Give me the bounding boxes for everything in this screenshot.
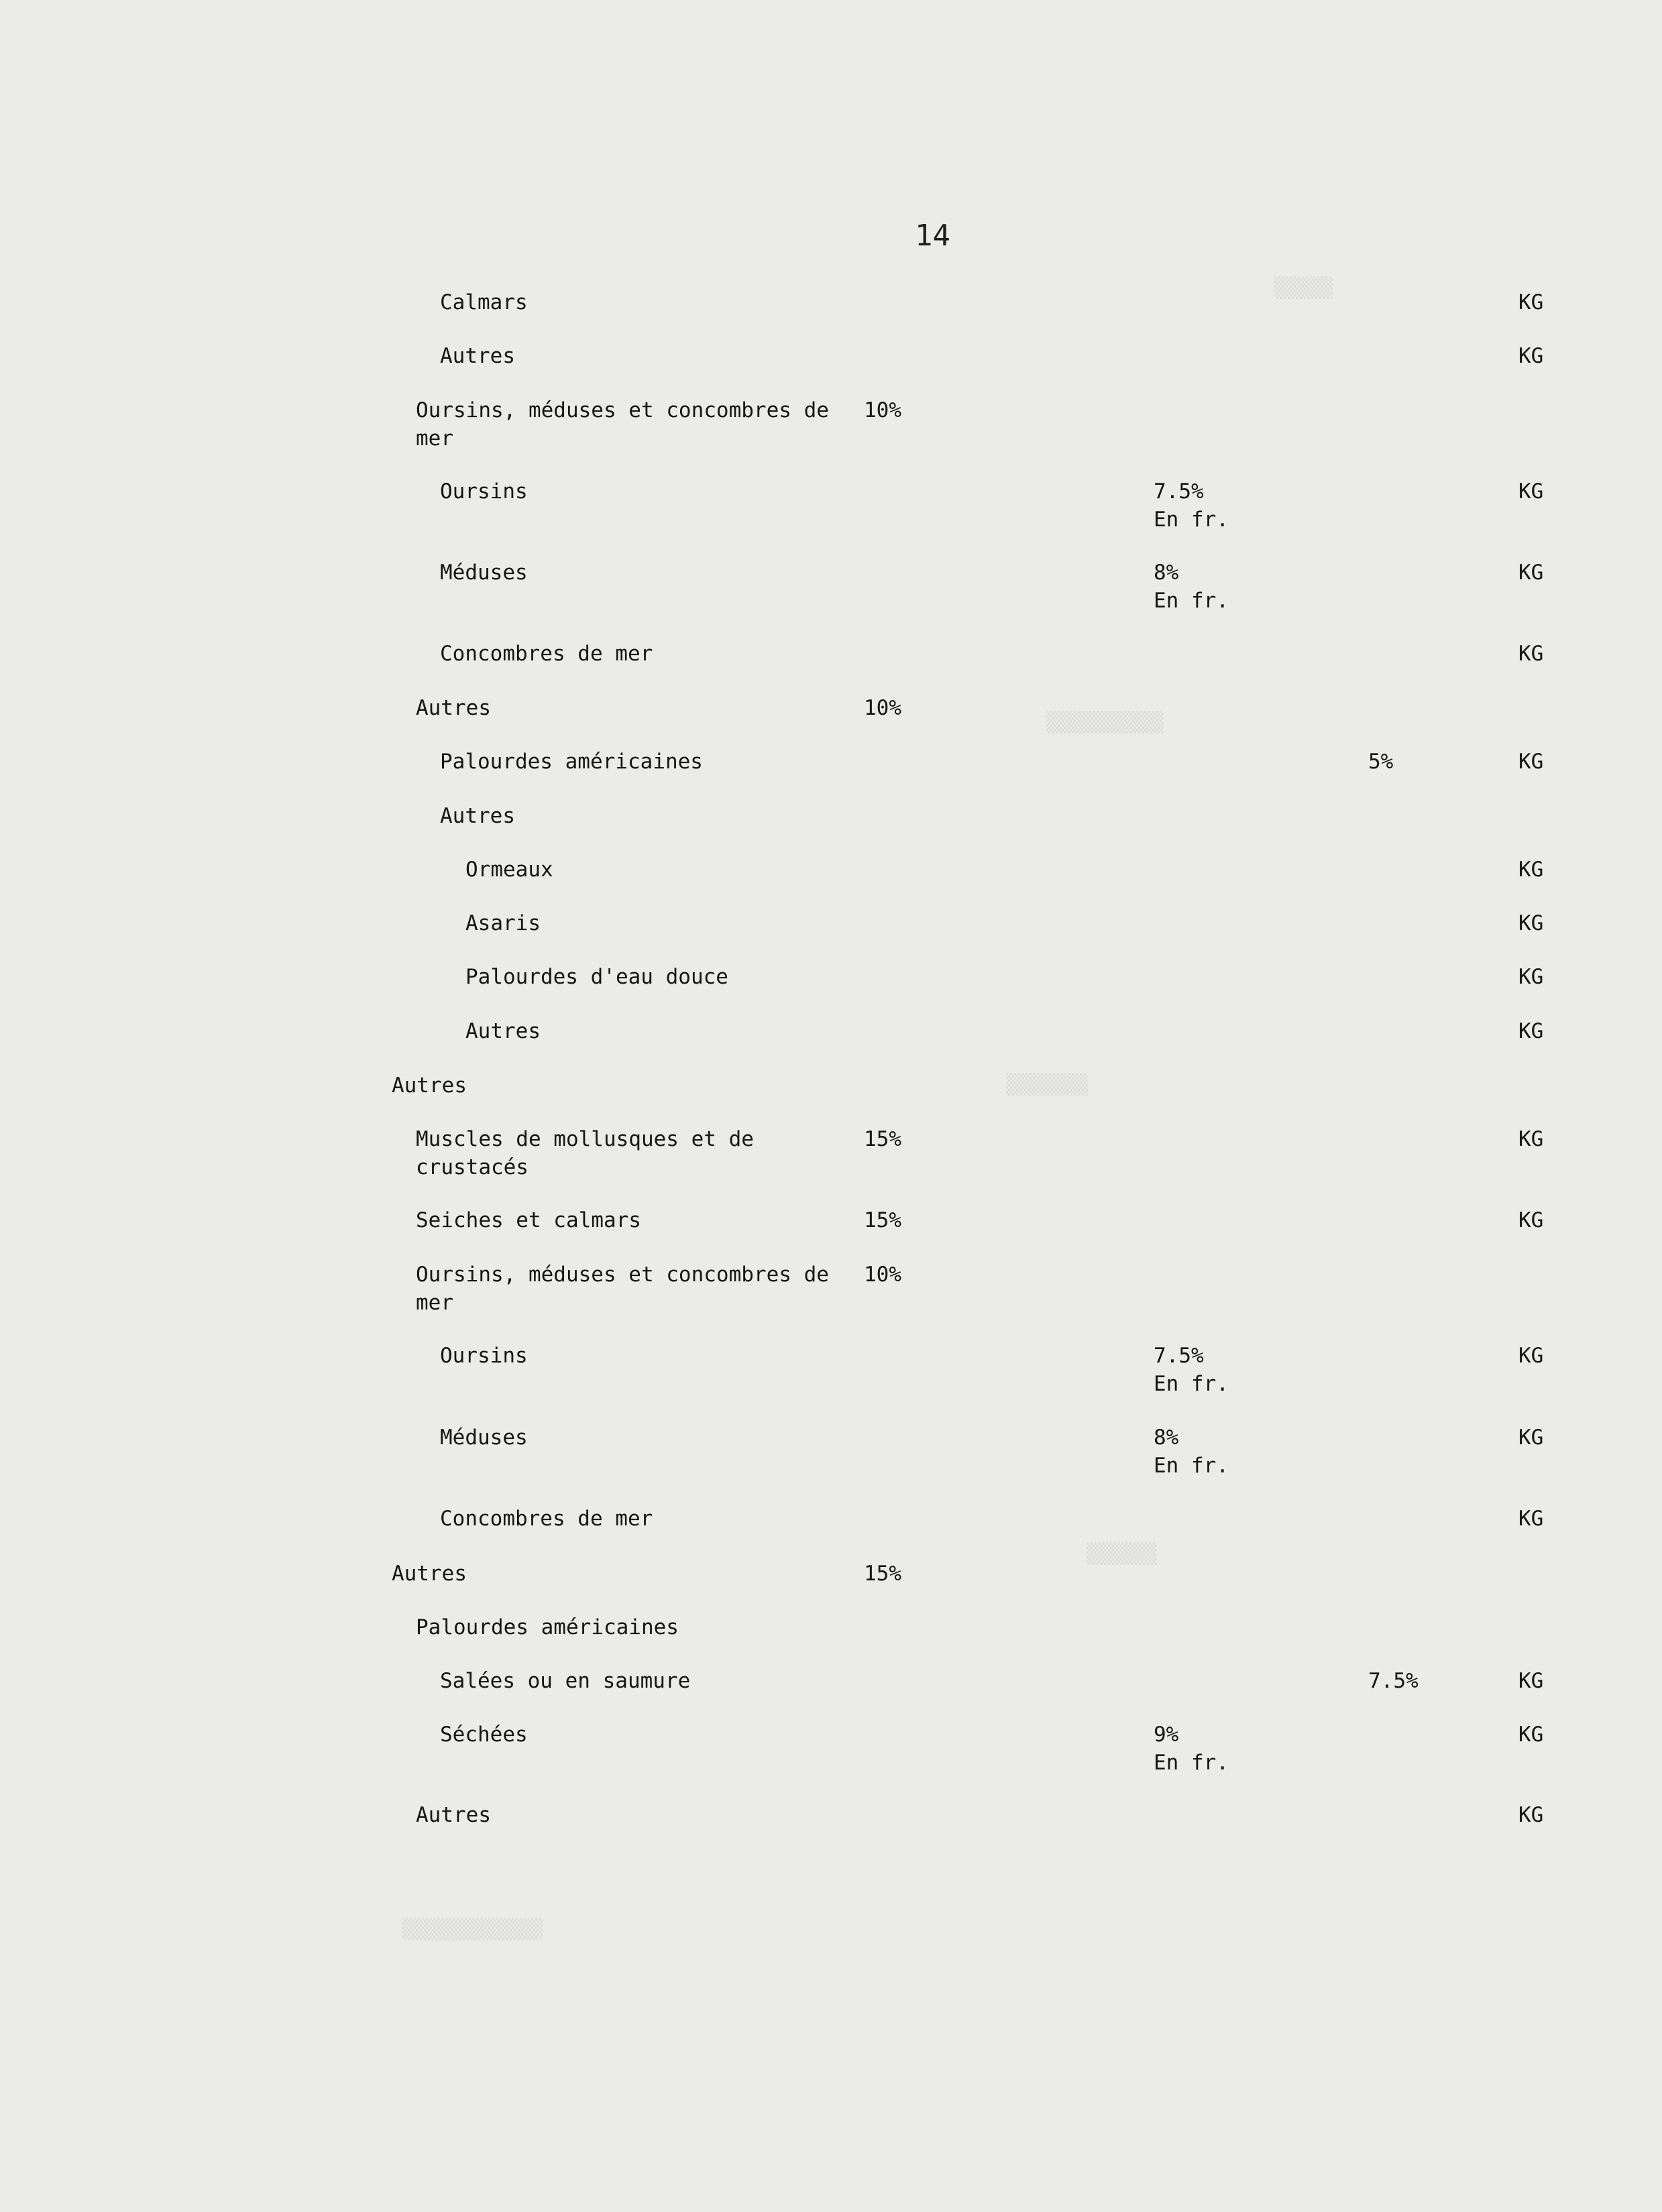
row-description: Oursins xyxy=(440,479,528,504)
row-description: Autres xyxy=(416,1803,491,1827)
row-unit: KG xyxy=(1518,344,1544,368)
row-unit: KG xyxy=(1518,479,1544,504)
row-description: Autres xyxy=(465,1019,541,1043)
row-description: Concombres de mer xyxy=(440,642,653,666)
document-page: ▒▒▒▒▒ ▒▒▒▒▒▒▒▒▒▒ ▒▒▒▒▒▒▒ ▒▒▒▒▒▒ ▒▒▒▒▒▒▒▒▒▒▒▒ 14 Calmars KG Autres KG Oursins, méduses et concombres de mer 10% Oursins 7.5% En fr. KG Méduses 8% En fr. KG Concombres de mer KG Autres 10% Palourdes américaines 5% KG Autres Ormeaux KG Asaris KG Palourdes d'eau douce KG Autres KG Autres Muscles de mollusques et de crustacés 15% KG Seiches et calmars 15% KG Oursins, méduses et concombres de mer 10% Oursins 7.5% En fr. KG Méduses 8% En fr. KG Concombres de mer KG Autres 15% Palourdes américaines Salées ou en saumure 7.5% KG Séchées 9% En fr. KG Autres KG xyxy=(392,219,1544,1940)
row-rate: 10% xyxy=(864,696,901,720)
row-unit: KG xyxy=(1518,750,1544,774)
row-unit: KG xyxy=(1518,911,1544,935)
row-specific-rate xyxy=(1154,559,1229,615)
row-description: Ormeaux xyxy=(465,858,553,882)
specific-rate-note: En fr. xyxy=(1154,589,1229,613)
specific-rate-value: 9% xyxy=(1154,1723,1179,1747)
row-unit: KG xyxy=(1518,1127,1544,1151)
row-unit: KG xyxy=(1518,1425,1544,1450)
row-specific-rate xyxy=(1154,1423,1229,1480)
row-unit: KG xyxy=(1518,290,1544,314)
specific-rate-note: En fr. xyxy=(1154,1751,1229,1775)
row-unit: KG xyxy=(1518,642,1544,666)
specific-rate-note: En fr. xyxy=(1154,508,1229,532)
row-description: Oursins, méduses et concombres de mer xyxy=(416,398,829,451)
row-unit: KG xyxy=(1518,1344,1544,1368)
row-unit: KG xyxy=(1518,561,1544,585)
page-number: 14 xyxy=(915,219,950,253)
row-description: Palourdes américaines xyxy=(416,1615,679,1639)
row-rate: 10% xyxy=(864,398,901,422)
row-description: Autres xyxy=(392,1073,467,1098)
row-description: Autres xyxy=(392,1562,467,1586)
row-unit: KG xyxy=(1518,1723,1544,1747)
row-preferential-rate: 7.5% xyxy=(1368,1669,1419,1693)
row-preferential-rate: 5% xyxy=(1368,750,1394,774)
row-description: Seiches et calmars xyxy=(416,1208,641,1232)
row-unit: KG xyxy=(1518,1507,1544,1531)
row-description: Séchées xyxy=(440,1723,528,1747)
specific-rate-note: En fr. xyxy=(1154,1454,1229,1478)
row-unit: KG xyxy=(1518,858,1544,882)
row-description: Oursins xyxy=(440,1344,528,1368)
specific-rate-value: 8% xyxy=(1154,561,1179,585)
specific-rate-value: 7.5% xyxy=(1154,1344,1204,1368)
row-rate: 10% xyxy=(864,1263,901,1287)
specific-rate-value: 8% xyxy=(1154,1425,1179,1450)
row-description: Palourdes américaines xyxy=(440,750,703,774)
row-description: Concombres de mer xyxy=(440,1507,653,1531)
row-description: Méduses xyxy=(440,1425,528,1450)
row-description: Oursins, méduses et concombres de mer xyxy=(416,1263,829,1315)
row-unit: KG xyxy=(1518,1669,1544,1693)
row-description: Autres xyxy=(440,804,515,828)
row-unit: KG xyxy=(1518,965,1544,989)
row-rate: 15% xyxy=(864,1208,901,1232)
row-specific-rate xyxy=(1154,1721,1229,1777)
row-description: Palourdes d'eau douce xyxy=(465,965,728,989)
row-rate: 15% xyxy=(864,1562,901,1586)
row-description: Asaris xyxy=(465,911,541,935)
row-rate: 15% xyxy=(864,1127,901,1151)
row-description: Autres xyxy=(440,344,515,368)
row-specific-rate xyxy=(1154,477,1229,534)
row-description: Méduses xyxy=(440,561,528,585)
row-unit: KG xyxy=(1518,1019,1544,1043)
specific-rate-value: 7.5% xyxy=(1154,479,1204,504)
row-specific-rate xyxy=(1154,1342,1229,1398)
row-description: Autres xyxy=(416,696,491,720)
row-description: Calmars xyxy=(440,290,528,314)
row-description: Muscles de mollusques et de crustacés xyxy=(416,1127,754,1179)
row-unit: KG xyxy=(1518,1208,1544,1232)
specific-rate-note: En fr. xyxy=(1154,1372,1229,1396)
row-description: Salées ou en saumure xyxy=(440,1669,691,1693)
row-unit: KG xyxy=(1518,1803,1544,1827)
